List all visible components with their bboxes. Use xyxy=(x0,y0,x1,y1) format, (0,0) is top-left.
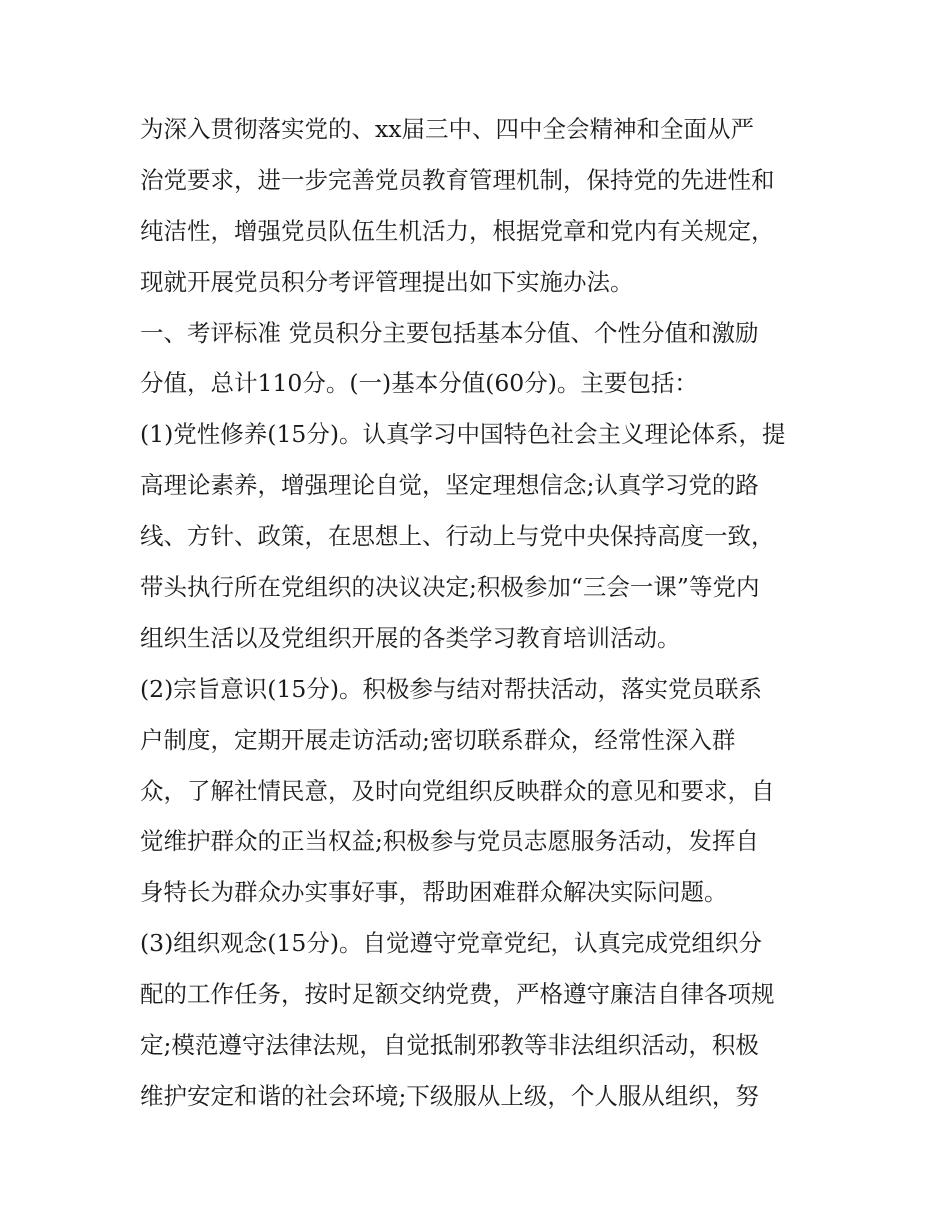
text-line: 组织生活以及党组织开展的各类学习教育培训活动。 xyxy=(140,623,681,652)
text-line: 配的工作任务，按时足额交纳党费，严格遵守廉洁自律各项规 xyxy=(140,980,775,1009)
text-line: 现就开展党员积分考评管理提出如下实施办法。 xyxy=(140,267,634,296)
text-line: 治党要求，进一步完善党员教育管理机制，保持党的先进性和 xyxy=(140,165,775,194)
text-line: 高理论素养，增强理论自觉，坚定理想信念;认真学习党的路 xyxy=(140,471,759,500)
text-line: (3)组织观念(15分)。自觉遵守党章党纪，认真完成党组织分 xyxy=(140,929,763,958)
text-line: (1)党性修养(15分)。认真学习中国特色社会主义理论体系，提 xyxy=(140,420,786,449)
text-line: 维护安定和谐的社会环境;下级服从上级，个人服从组织，努 xyxy=(140,1081,759,1110)
text-line: 为深入贯彻落实党的、xx届三中、四中全会精神和全面从严 xyxy=(140,115,755,143)
text-line: (2)宗旨意识(15分)。积极参与结对帮扶活动，落实党员联系 xyxy=(140,674,763,703)
body-text xyxy=(140,104,820,1122)
text-line: 定;模范遵守法律法规，自觉抵制邪教等非法组织活动，积极 xyxy=(140,1031,759,1060)
text-line: 众，了解社情民意，及时向党组织反映群众的意见和要求，自 xyxy=(140,776,775,805)
text-line: 分值，总计110分。(一)基本分值(60分)。主要包括： xyxy=(140,369,698,398)
text-line: 户制度，定期开展走访活动;密切联系群众，经常性深入群 xyxy=(140,725,736,754)
text-line: 觉维护群众的正当权益;积极参与党员志愿服务活动，发挥自 xyxy=(140,827,759,856)
text-line: 线、方针、政策，在思想上、行动上与党中央保持高度一致， xyxy=(140,522,775,551)
text-line: 带头执行所在党组织的决议决定;积极参加“三会一课”等党内 xyxy=(140,573,760,602)
text-line: 身特长为群众办实事好事，帮助困难群众解决实际问题。 xyxy=(140,878,728,907)
text-line: 纯洁性，增强党员队伍生机活力，根据党章和党内有关规定， xyxy=(140,216,775,245)
text-line: 一、考评标准 党员积分主要包括基本分值、个性分值和激励 xyxy=(140,318,759,347)
